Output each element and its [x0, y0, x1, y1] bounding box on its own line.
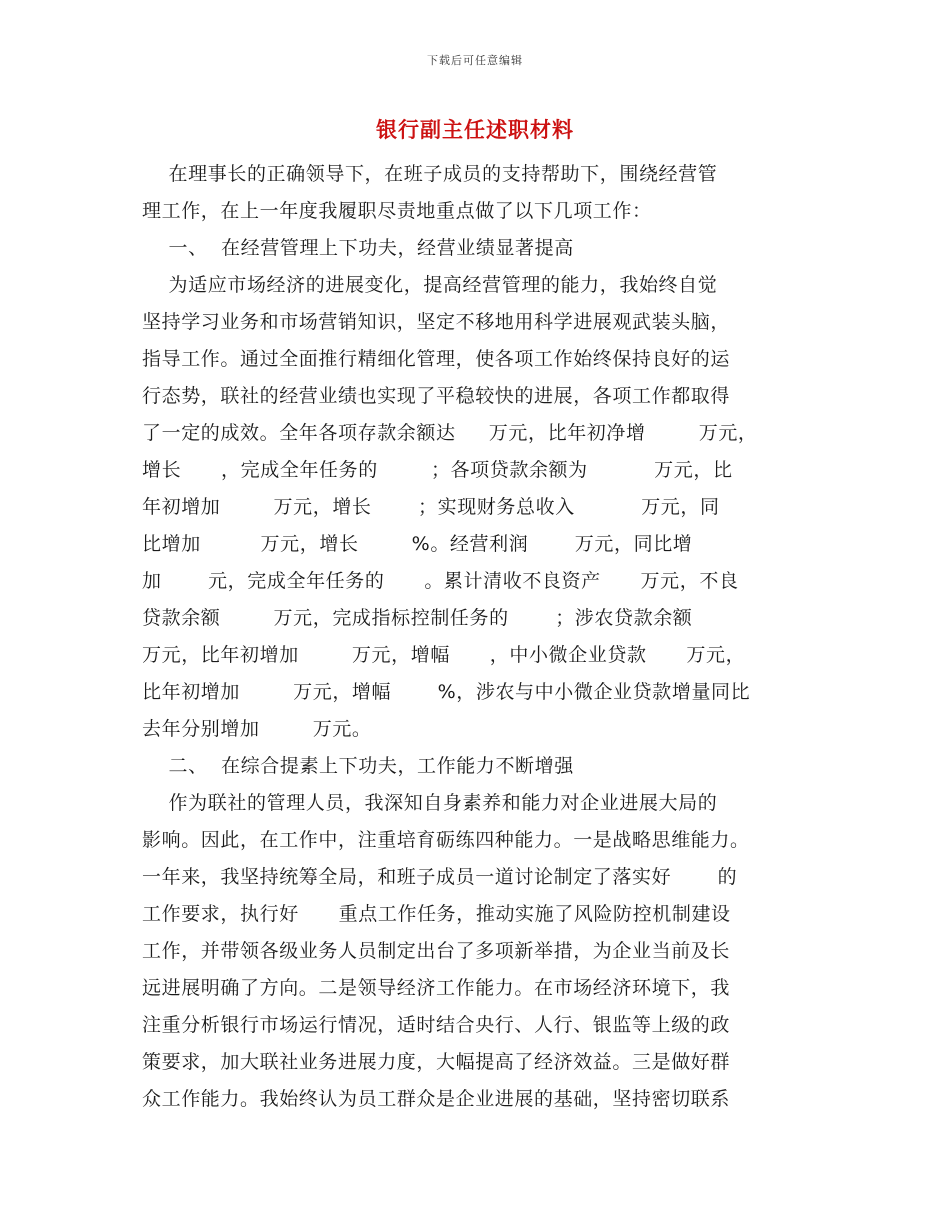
- body-line: 注重分析银行市场运行情况，适时结合央行、人行、银监等上级的政: [142, 1014, 731, 1036]
- body-line: 策要求，加大联社业务进展力度，大幅提高了经济效益。三是做好群: [142, 1051, 731, 1073]
- body-line: 行态势，联社的经营业绩也实现了平稳较快的进展，各项工作都取得: [142, 385, 731, 407]
- body-line: 远进展明确了方向。二是领导经济工作能力。在市场经济环境下，我: [142, 977, 731, 999]
- document-body: [142, 156, 810, 1118]
- body-line: 理工作，在上一年度我履职尽责地重点做了以下几项工作：: [142, 200, 652, 222]
- body-line: 为适应市场经济的进展变化，提高经营管理的能力，我始终自觉: [142, 274, 718, 296]
- document-title: 银行副主任述职材料: [376, 118, 574, 142]
- body-line: 万元，比年初增加 万元，增幅 ，中小微企业贷款 万元，: [142, 644, 746, 666]
- body-line: 加 元，完成全年任务的 。累计清收不良资产 万元，不良: [142, 570, 739, 592]
- body-line: 比增加 万元，增长 %。经营利润 万元，同比增: [142, 533, 693, 555]
- body-line: 工作，并带领各级业务人员制定出台了多项新举措，为企业当前及长: [142, 940, 731, 962]
- body-line: 作为联社的管理人员，我深知自身素养和能力对企业进展大局的: [142, 792, 718, 814]
- header-note: 下载后可任意编辑: [427, 54, 523, 67]
- body-line: 了一定的成效。全年各项存款余额达 万元，比年初净增 万元，: [142, 422, 758, 444]
- body-line: 指导工作。通过全面推行精细化管理，使各项工作始终保持良好的运: [142, 348, 731, 370]
- body-line: 坚持学习业务和市场营销知识，坚定不移地用科学进展观武装头脑，: [142, 311, 731, 333]
- body-line: 工作要求，执行好 重点工作任务，推动实施了风险防控机制建设: [142, 903, 731, 925]
- body-line: 影响。因此，在工作中，注重培育砺练四种能力。一是战略思维能力。: [142, 829, 750, 851]
- body-line: 贷款余额 万元，完成指标控制任务的 ；涉农贷款余额: [142, 607, 693, 629]
- body-line: 一年来，我坚持统筹全局，和班子成员一道讨论制定了落实好 的: [142, 866, 738, 888]
- section-heading-1: 一、 在经营管理上下功夫，经营业绩显著提高: [142, 237, 574, 259]
- body-line: 年初增加 万元，增长 ；实现财务总收入 万元，同: [142, 496, 720, 518]
- body-line: 增长 ，完成全年任务的 ；各项贷款余额为 万元，比: [142, 459, 733, 481]
- body-line: 比年初增加 万元，增幅 %，涉农与中小微企业贷款增量同比: [142, 681, 751, 703]
- body-line: 在理事长的正确领导下，在班子成员的支持帮助下，围绕经营管: [142, 163, 718, 185]
- body-line: 去年分别增加 万元。: [142, 718, 372, 740]
- body-line: 众工作能力。我始终认为员工群众是企业进展的基础，坚持密切联系: [142, 1088, 731, 1110]
- section-heading-2: 二、 在综合提素上下功夫，工作能力不断增强: [142, 755, 574, 777]
